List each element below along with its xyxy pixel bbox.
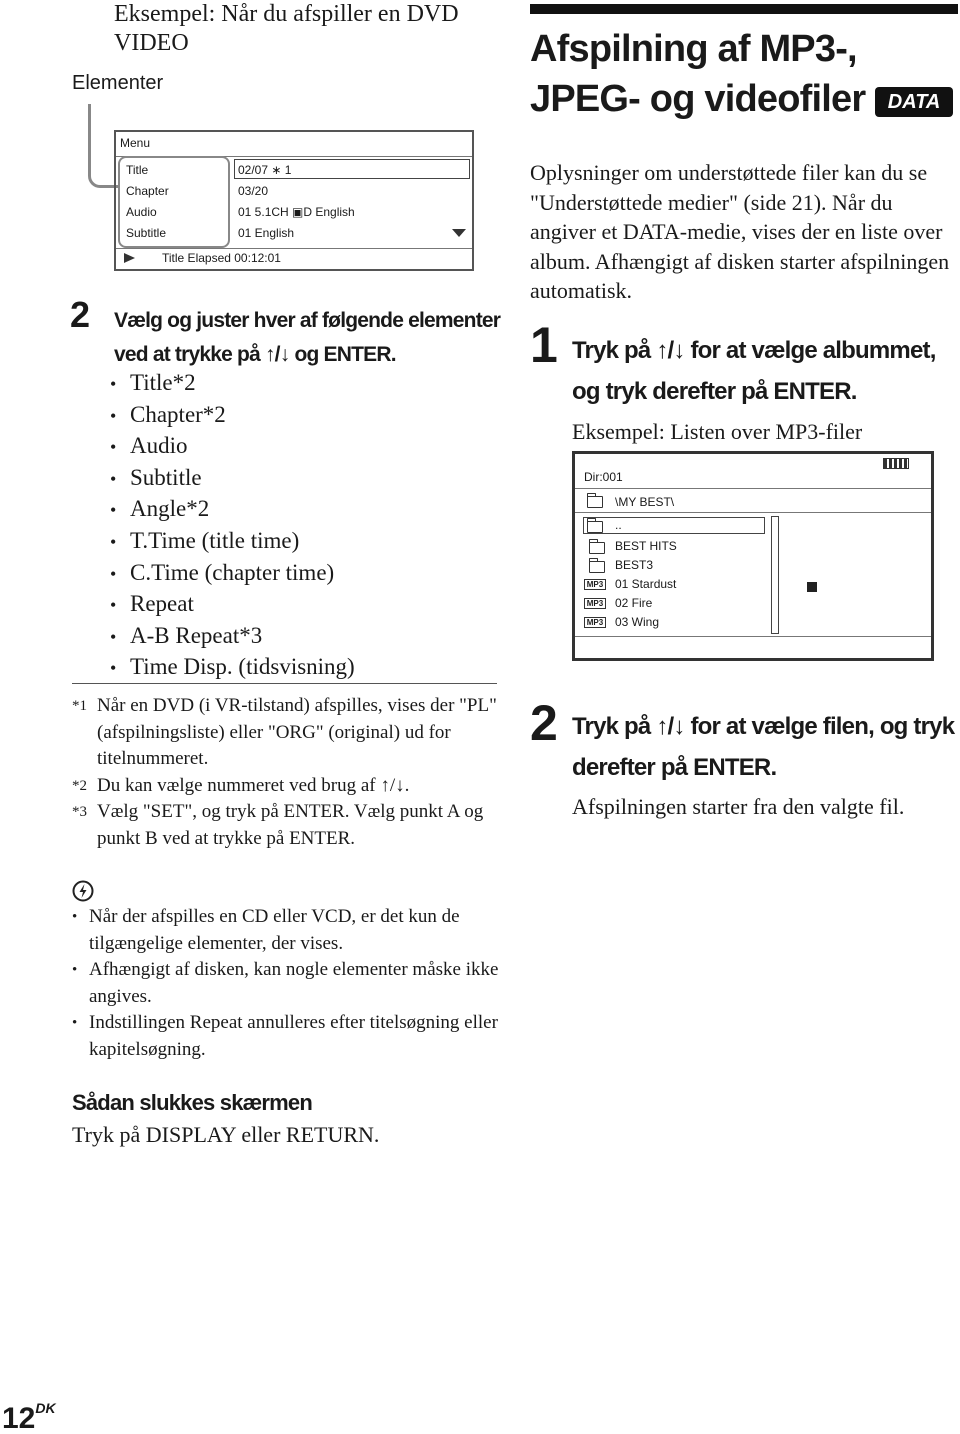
folder-icon (589, 561, 605, 573)
mp3-file-icon: MP3 (584, 579, 606, 590)
page-number-value: 12 (2, 1402, 36, 1434)
page-number (2, 1400, 56, 1434)
footnote-3 (72, 799, 502, 852)
list-item: BEST HITS (615, 539, 677, 553)
mp3-list-display (572, 451, 934, 661)
list-divider (575, 636, 931, 637)
footnote-2 (72, 773, 502, 800)
list-item: 02 Fire (615, 596, 653, 610)
menu-row-label: Audio (126, 205, 157, 219)
folder-icon (589, 542, 605, 554)
footnote-rule (72, 683, 497, 684)
tip-item: • Afhængigt af disken, kan nogle elementer måske ikke angives. (72, 957, 502, 1010)
list-item: • Angle*2 (110, 494, 355, 526)
section-title (530, 24, 958, 124)
start-note: Afspilningen starter fra den valgte fil. (572, 794, 905, 819)
footnote-1 (72, 693, 502, 773)
mp3-file-icon: MP3 (584, 617, 606, 628)
element-list (110, 368, 355, 684)
tip-item: • Indstillingen Repeat annulleres efter titelsøgning eller kapitelsøgning. (72, 1010, 502, 1063)
list-item: • Title*2 (110, 368, 355, 400)
example-caption: Eksempel: Når du afspiller en DVD VIDEO (114, 1, 459, 56)
list-caption: Eksempel: Listen over MP3-filer (572, 419, 863, 444)
footnote-mark: *3 (72, 804, 87, 820)
step-2-instruction: Vælg og juster hver af følgende elementer ved at trykke på ↑/↓ og ENTER. (114, 309, 501, 366)
menu-row-label: Subtitle (126, 226, 167, 240)
list-item: • Subtitle (110, 463, 355, 495)
list-item: 01 Stardust (615, 577, 677, 591)
list-item: • Time Disp. (tidsvisning) (110, 652, 355, 684)
mp3-file-icon: MP3 (584, 598, 606, 609)
dvd-menu-display (114, 130, 474, 271)
list-item: • Chapter*2 (110, 400, 355, 432)
parent-folder: .. (615, 518, 622, 532)
selected-row-bar (583, 517, 765, 534)
elapsed-time: Title Elapsed 00:12:01 (162, 251, 281, 265)
step-2-instruction: Tryk på ↑/↓ for at vælge filen, og tryk derefter på ENTER. (572, 713, 955, 781)
folder-icon (587, 496, 603, 508)
menu-row-value: 01 English (238, 226, 295, 240)
footnote-text: Når en DVD (i VR-tilstand) afspilles, vises der "PL" (afspilningsliste) eller "ORG" (original) ud for titelnummeret. (97, 695, 497, 769)
intro-paragraph: Oplysninger om understøttede filer kan du se "Understøttede medier" (side 21). Når du angiver et DATA-medie, vises der en liste over album. Afhængigt af disken starter afspilningen automatisk. (530, 160, 950, 304)
list-item: • Repeat (110, 589, 355, 621)
stop-icon (807, 582, 817, 592)
parent-folder-icon (587, 521, 603, 533)
step-1-instruction: Tryk på ↑/↓ for at vælge albummet, og tryk derefter på ENTER. (572, 337, 936, 405)
data-badge: DATA (875, 87, 953, 117)
tip-icon (72, 880, 94, 902)
menu-row-value: 01 5.1CH ▣D English (238, 205, 355, 219)
section-bar (530, 4, 958, 14)
elements-label: Elementer (72, 72, 164, 94)
list-item: • Audio (110, 431, 355, 463)
menu-row-value: 03/20 (238, 184, 269, 198)
current-path: \MY BEST\ (615, 495, 675, 509)
battery-icon (883, 458, 909, 469)
off-heading: Sådan slukkes skærmen (72, 1090, 313, 1115)
scroll-down-icon (452, 229, 466, 237)
list-item: • A-B Repeat*3 (110, 621, 355, 653)
step-1-number: 1 (530, 317, 558, 373)
list-item: • C.Time (chapter time) (110, 558, 355, 590)
footnote-mark: *2 (72, 778, 87, 794)
dir-label: Dir:001 (584, 470, 623, 484)
footnote-mark: *1 (72, 698, 87, 714)
list-scrollbar (771, 516, 779, 634)
tip-item: • Når der afspilles en CD eller VCD, er det kun de tilgængelige elementer, der vises. (72, 904, 502, 957)
page-language: DK (35, 1400, 56, 1416)
menu-row-label: Chapter (126, 184, 169, 198)
step-2-number: 2 (530, 695, 558, 751)
footnote-text: Vælg "SET", og tryk på ENTER. Vælg punkt A og punkt B ved at trykke på ENTER. (97, 801, 484, 849)
section-title-text: Afspilning af MP3-, JPEG- og videofiler (530, 28, 866, 120)
list-item: • T.Time (title time) (110, 526, 355, 558)
list-item: 03 Wing (615, 615, 660, 629)
menu-row-value: 02/07 ∗ 1 (238, 163, 292, 177)
list-divider (575, 488, 931, 489)
tip-list (72, 904, 502, 1064)
footnote-text: Du kan vælge nummeret ved brug af ↑/↓. (97, 775, 410, 796)
step-2-number: 2 (70, 294, 91, 335)
menu-divider (116, 248, 472, 249)
list-divider (575, 512, 931, 513)
off-instruction: Tryk på DISPLAY eller RETURN. (72, 1122, 380, 1147)
list-item: BEST3 (615, 558, 654, 572)
menu-row-label: Title (126, 163, 149, 177)
play-icon (124, 253, 135, 263)
menu-label: Menu (120, 136, 151, 150)
